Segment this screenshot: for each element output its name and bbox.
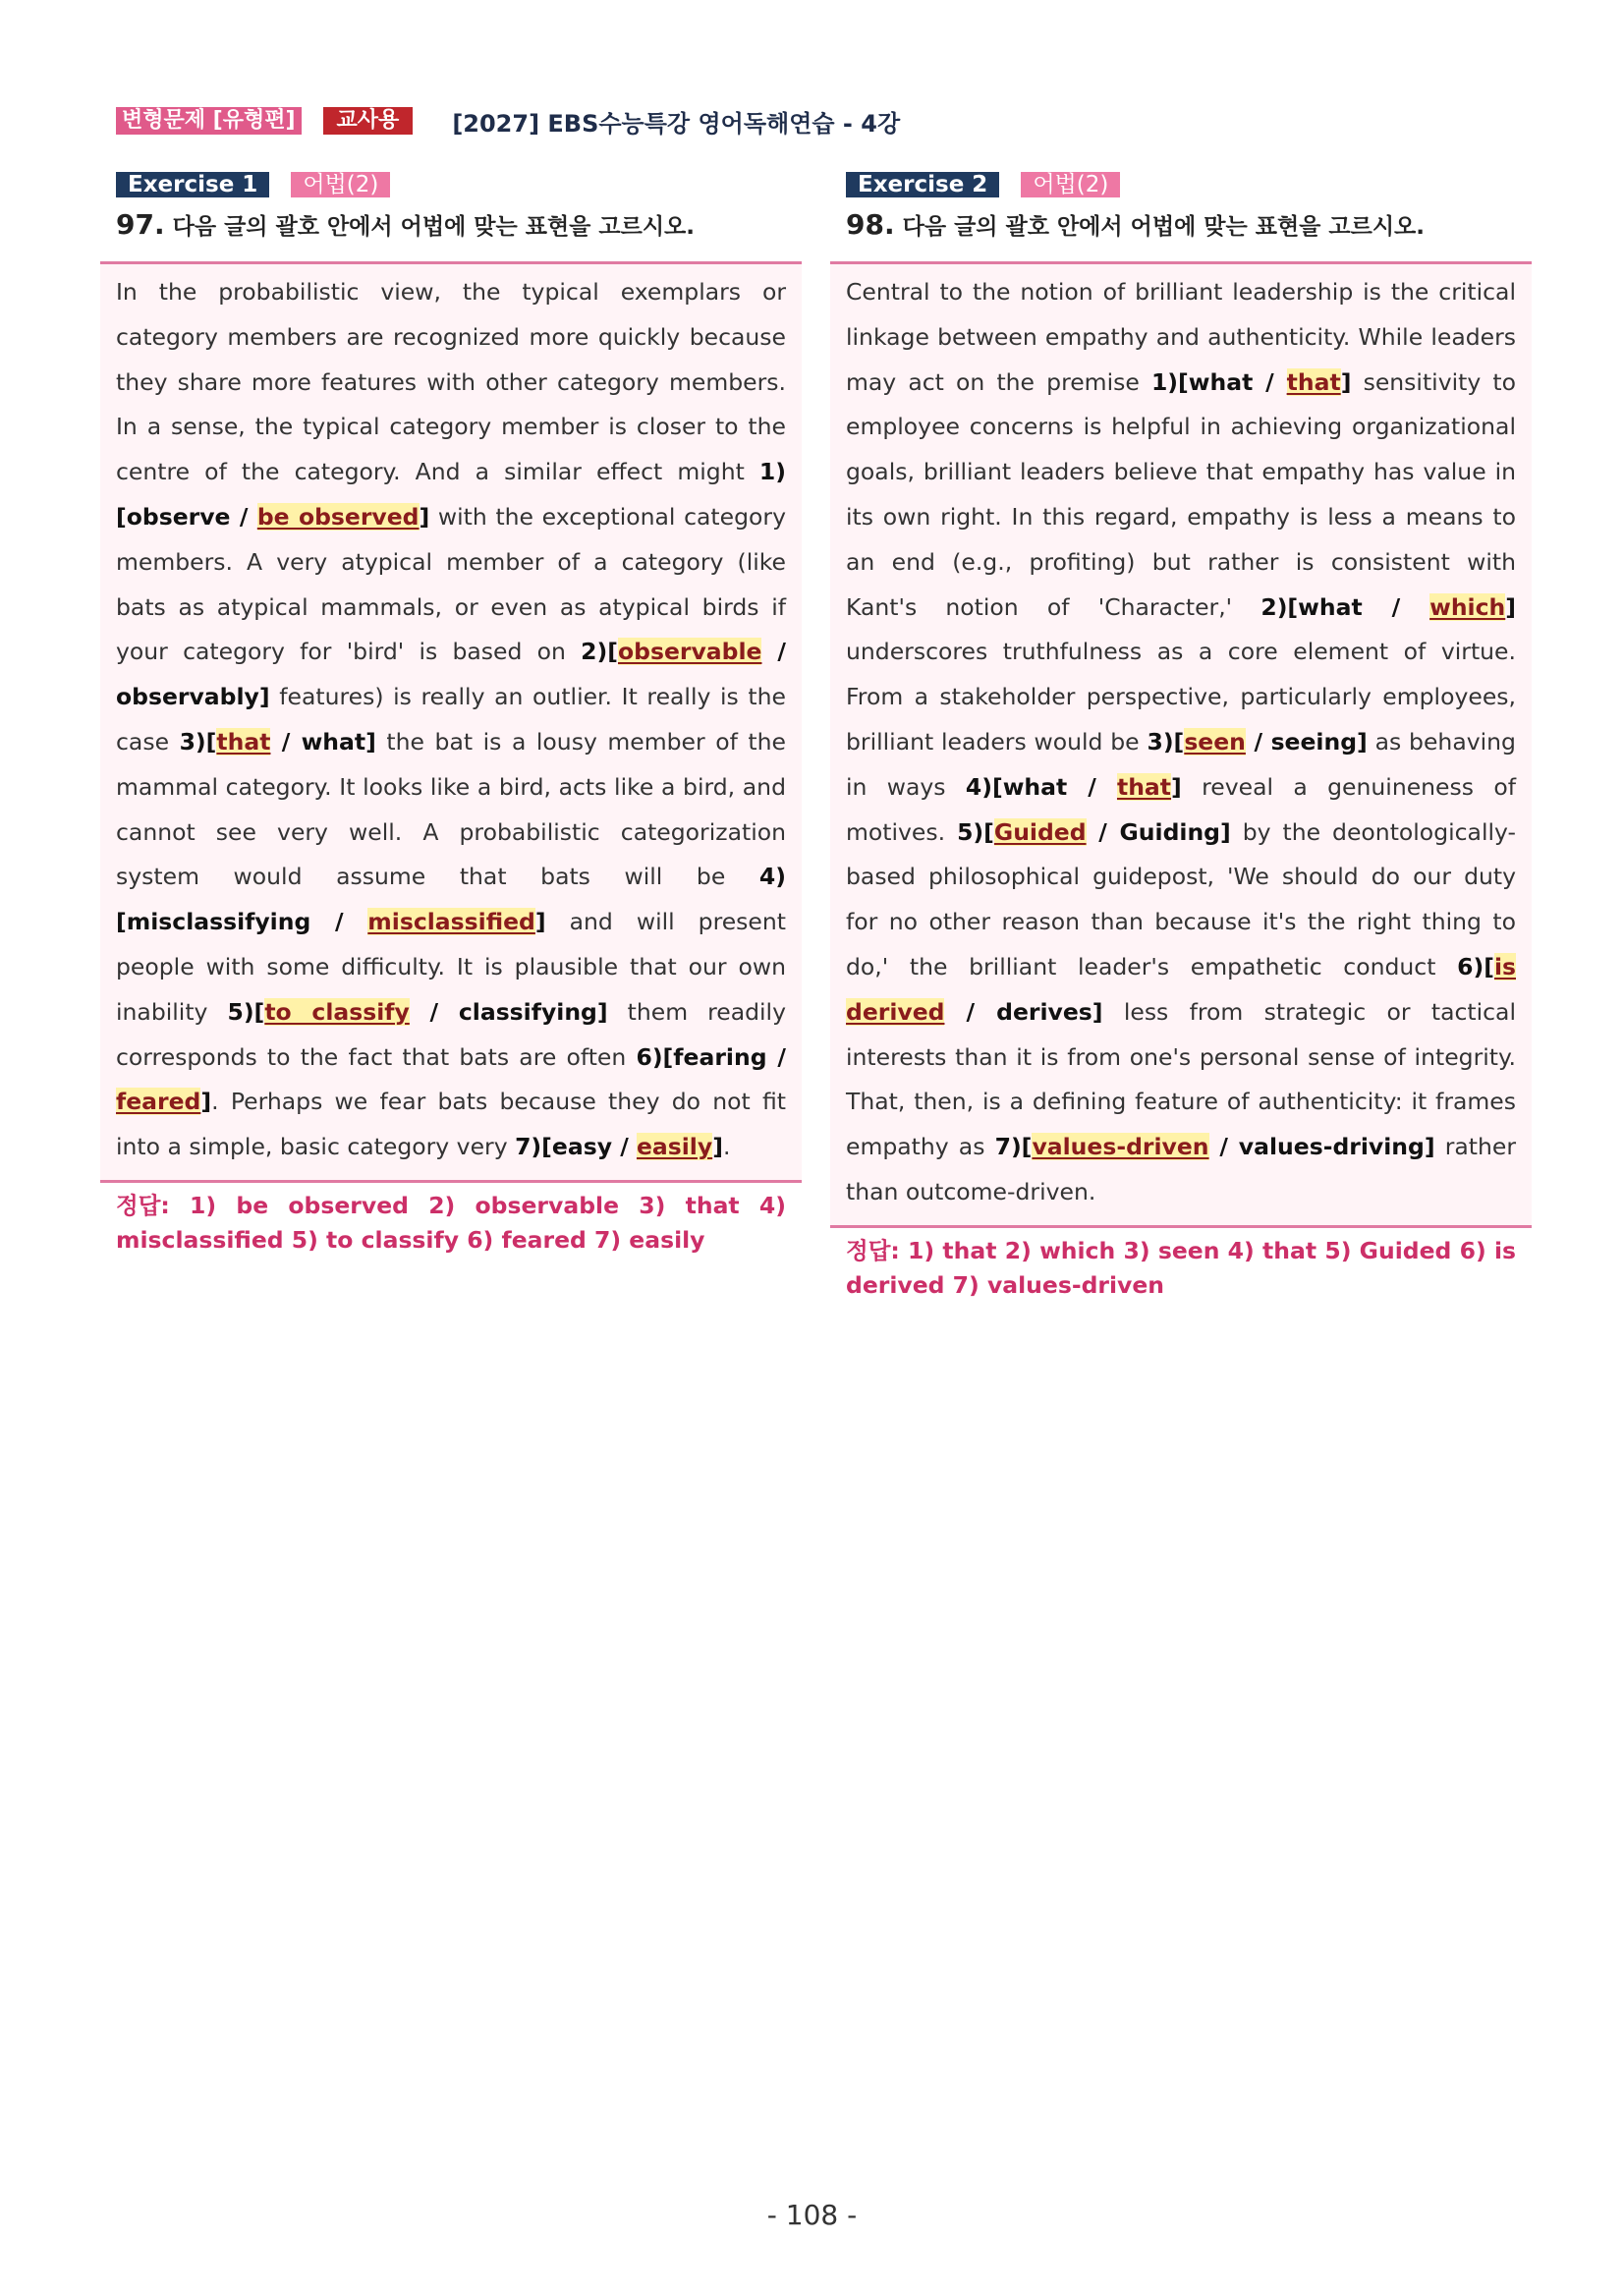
page-number: - 108 - [766, 2199, 858, 2231]
question-text: 다음 글의 괄호 안에서 어법에 맞는 표현을 고르시오. [172, 214, 695, 240]
page-title: [2027] EBS수능특강 영어독해연습 - 4강 [452, 109, 901, 138]
exercise-1-header [116, 171, 802, 198]
question-line [846, 210, 1532, 240]
type-tag: 변형문제 [유형편] [116, 107, 302, 135]
passage-box [830, 261, 1532, 1228]
question-number: 97. [116, 208, 165, 241]
question-number: 98. [846, 208, 895, 241]
exercise-2 [830, 171, 1532, 1303]
answer-key: 정답: 1) be observed 2) observable 3) that 4) misclassified 5) to classify 6) feared 7) easily [116, 1191, 786, 1254]
exercise-1 [100, 171, 802, 1258]
exercise-badge: Exercise 1 [116, 172, 269, 197]
question-text: 다음 글의 괄호 안에서 어법에 맞는 표현을 고르시오. [902, 214, 1425, 240]
passage-text: Central to the notion of brilliant leadership is the critical linkage between empathy and authenticity. While leaders may act on the premise 1)[what / that] sensitivity to employee concerns is helpful in achieving organizational goals, brilliant leaders believe that empathy has value in its own right. In this regard, empathy is less a means to an end (e.g., profiting) but rather is consistent with Kant's notion of 'Character,' 2)[what / which] underscores truthfulness as a core element of virtue. From a stakeholder perspective, particularly employees, brilliant leaders would be 3)[seen / seeing] as behaving in ways 4)[what / that] reveal a genuineness of motives. 5)[Guided / Guiding] by the deontologically-based philosophical guidepost, 'We should do our duty for no other reason than because it's the right thing to do,' the brilliant leader's empathetic conduct 6)[is derived / derives] less from strategic or tactical interests than it is from one's personal sense of integrity. That, then, is a defining feature of authenticity: it frames empathy as 7)[values-driven / values-driving] rather than outcome-driven. [846, 278, 1517, 1205]
exercise-category: 어법(2) [1021, 172, 1120, 197]
passage-text: In the probabilistic view, the typical exemplars or category members are recognized more quickly because they share more features with other category members. In a sense, the typical category member is closer to the centre of the category. And a similar effect might 1)[observe / be observed] with the exceptional category members. A very atypical member of a category (like bats as atypical mammals, or even as atypical birds if your category for 'bird' is based on 2)[observable / observably] features) is really an outlier. It really is the case 3)[that / what] the bat is a lousy member of the mammal category. It looks like a bird, acts like a bird, and cannot see very well. A probabilistic categorization system would assume that bats will be 4)[misclassifying / misclassified] and will present people with some difficulty. It is plausible that our own inability 5)[to classify / classifying] them readily corresponds to the fact that bats are often 6)[fearing / feared]. Perhaps we fear bats because they do not fit into a simple, basic category very 7)[easy / easily]. [116, 278, 787, 1161]
exercise-badge: Exercise 2 [846, 172, 999, 197]
page-header [116, 104, 900, 138]
exercise-2-header [846, 171, 1532, 198]
teacher-tag: 교사용 [323, 107, 414, 135]
exercise-category: 어법(2) [291, 172, 390, 197]
question-line [116, 210, 802, 240]
answer-key: 정답: 1) that 2) which 3) seen 4) that 5) Guided 6) is derived 7) values-driven [846, 1236, 1516, 1299]
passage-box [100, 261, 802, 1183]
